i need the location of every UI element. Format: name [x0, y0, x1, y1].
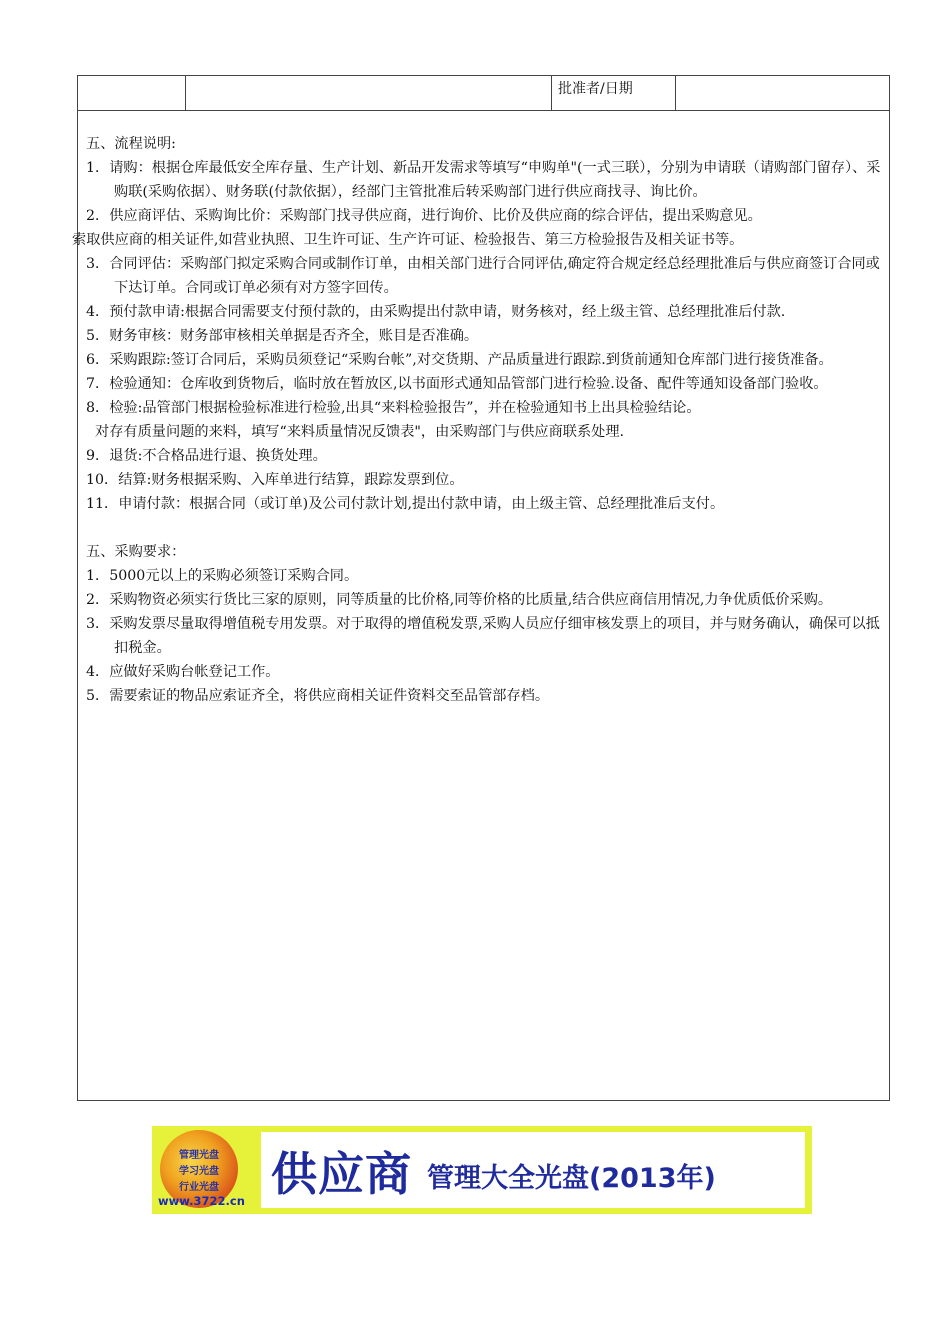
requirement-item: 5．需要索证的物品应索证齐全，将供应商相关证件资料交至品管部存档。 [86, 688, 550, 704]
banner-title-main: 供应商 [271, 1147, 412, 1201]
approver-date-value[interactable] [676, 76, 889, 110]
requirements-heading: 五、采购要求： [86, 544, 186, 560]
disc-label: 行业光盘 [179, 1182, 219, 1193]
process-note: 索取供应商的相关证件,如营业执照、卫生许可证、生产许可证、检验报告、第三方检验报告及相关证书等。 [72, 232, 744, 248]
empty-cell [186, 76, 552, 110]
process-item: 8．检验:品管部门根据检验标准进行检验,出具“来料检验报告”，并在检验通知书上出具检验结论。 [86, 400, 701, 416]
document-body [72, 132, 882, 708]
banner-url[interactable]: www.3722.cn [158, 1194, 245, 1208]
process-item: 7．检验通知：仓库收到货物后，临时放在暂放区,以书面形式通知品管部门进行检验.设备、配件等通知设备部门验收。 [86, 376, 828, 392]
process-item: 5．财务审核：财务部审核相关单据是否齐全，账目是否准确。 [86, 328, 479, 344]
disc-label: 管理光盘 [179, 1150, 219, 1161]
disc-label: 学习光盘 [179, 1166, 219, 1177]
requirement-item: 4．应做好采购台帐登记工作。 [86, 664, 280, 680]
process-item: 11．申请付款：根据合同（或订单)及公司付款计划,提出付款申请，由上级主管、总经理批准后支付。 [86, 496, 725, 512]
spacer [86, 516, 882, 540]
requirement-item: 2．采购物资必须实行货比三家的原则，同等质量的比价格,同等价格的比质量,结合供应商信用情况,力争优质低价采购。 [86, 592, 833, 608]
process-item: 3．合同评估：采购部门拟定采购合同或制作订单，由相关部门进行合同评估,确定符合规定经总经理批准后与供应商签订合同或下达订单。合同或订单必须有对方签字回传。 [86, 256, 880, 296]
process-heading: 五、流程说明: [86, 136, 176, 152]
requirement-item: 3．采购发票尽量取得增值税专用发票。对于取得的增值税发票,采购人员应仔细审核发票上的项目，并与财务确认，确保可以抵扣税金。 [86, 616, 880, 656]
banner-title-area [261, 1132, 805, 1208]
process-item: 1．请购：根据仓库最低安全库存量、生产计划、新品开发需求等填写“申购单"(一式三联），分别为申请联（请购部门留存）、采购联(采购依据）、财务联(付款依据），经部门主管批准后转采购部门进行供应商找寻、询比价。 [86, 160, 881, 200]
process-item: 10．结算:财务根据采购、入库单进行结算，跟踪发票到位。 [86, 472, 464, 488]
promo-banner[interactable] [152, 1126, 812, 1214]
empty-cell [78, 76, 186, 110]
banner-title-sub: 管理大全光盘(2013年) [427, 1163, 716, 1194]
process-item: 2．供应商评估、采购询比价：采购部门找寻供应商，进行询价、比价及供应商的综合评估，提出采购意见。 [86, 208, 762, 224]
process-item: 4．预付款申请:根据合同需要支付预付款的，由采购提出付款申请，财务核对，经上级主管、总经理批准后付款. [86, 304, 786, 320]
process-item: 6．采购跟踪:签订合同后，采购员须登记“采购台帐”,对交货期、产品质量进行跟踪.到货前通知仓库部门进行接货准备。 [86, 352, 833, 368]
approval-row [78, 76, 889, 111]
process-item: 9．退货:不合格品进行退、换货处理。 [86, 448, 327, 464]
approver-date-label: 批准者/日期 [552, 76, 676, 110]
requirement-item: 1．5000元以上的采购必须签订采购合同。 [86, 568, 359, 584]
document-frame [72, 75, 890, 1101]
process-note: 对存有质量问题的来料，填写“来料质量情况反馈表"，由采购部门与供应商联系处理. [95, 424, 625, 440]
